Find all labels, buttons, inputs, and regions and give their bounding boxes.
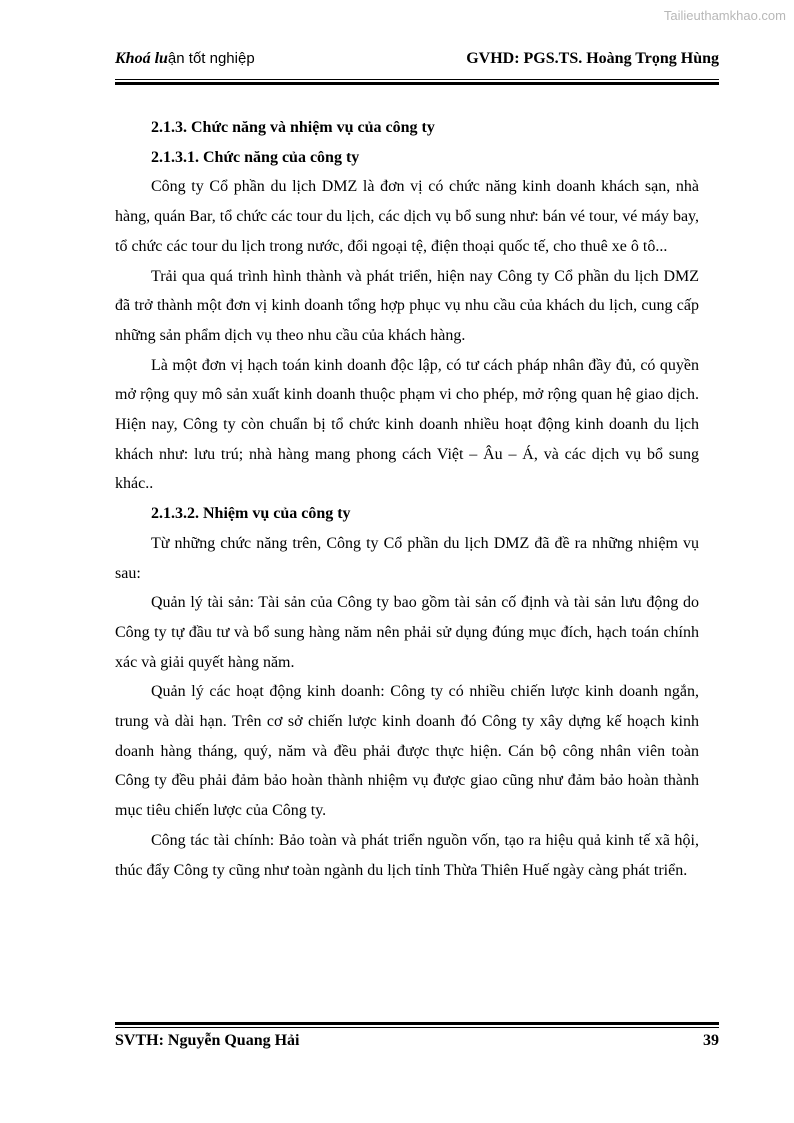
footer-rule-top — [115, 1022, 719, 1025]
header-thesis-label-rest: ận tốt nghiệp — [167, 50, 255, 67]
header-rule-top — [115, 79, 719, 80]
header-thesis-label-bold: Khoá lu — [115, 50, 168, 67]
subsection-heading-functions: 2.1.3.1. Chức năng của công ty — [151, 148, 360, 166]
page-number: 39 — [703, 1032, 719, 1049]
page-content — [115, 113, 699, 885]
paragraph: Trải qua quá trình hình thành và phát triển, hiện nay Công ty Cổ phần du lịch DMZ đã trở thành một đơn vị kinh doanh tổng hợp phục vụ nhu cầu của khách du lịch, cung cấp những sản phẩm dịch vụ theo nhu cầu của khách hàng. — [115, 267, 699, 344]
paragraph: Quản lý các hoạt động kinh doanh: Công ty có nhiều chiến lược kinh doanh ngắn, trung và dài hạn. Trên cơ sở chiến lược kinh doanh đó Công ty xây dựng kế hoạch kinh doanh hàng tháng, quý, năm và đều phải được thực hiện. Cán bộ công nhân viên toàn Công ty đều phải đảm bảo hoàn thành nhiệm vụ được giao cũng như đảm bảo hoàn thành mục tiêu chiến lược của Công ty. — [115, 683, 699, 820]
header-thesis-label — [115, 50, 255, 68]
footer-rule-bottom — [115, 1027, 719, 1028]
page-footer — [115, 1032, 719, 1054]
page-header — [115, 50, 719, 72]
paragraph: Là một đơn vị hạch toán kinh doanh độc lập, có tư cách pháp nhân đầy đủ, có quyền mở rộng quy mô sản xuất kinh doanh thuộc phạm vi cho phép, mở rộng quan hệ giao dịch. Hiện nay, Công ty còn chuẩn bị tổ chức kinh doanh nhiều hoạt động kinh doanh du lịch khách như: lưu trú; nhà hàng mang phong cách Việt – Âu – Á, và các dịch vụ bổ sung khác.. — [115, 356, 699, 493]
header-advisor: GVHD: PGS.TS. Hoàng Trọng Hùng — [466, 50, 719, 67]
subsection-heading-duties: 2.1.3.2. Nhiệm vụ của công ty — [151, 505, 351, 523]
watermark-text: Tailieuthamkhao.com — [663, 8, 786, 23]
paragraph: Quản lý tài sản: Tài sản của Công ty bao gồm tài sản cố định và tài sản lưu động do Công ty tự đầu tư và bổ sung hàng năm nên phải sử dụng đúng mục đích, hạch toán chính xác và giải quyết hàng năm. — [115, 594, 699, 671]
paragraph: Từ những chức năng trên, Công ty Cổ phần du lịch DMZ đã đề ra những nhiệm vụ sau: — [115, 534, 699, 582]
footer-student-name: SVTH: Nguyễn Quang Hải — [115, 1032, 300, 1049]
paragraph: Công tác tài chính: Bảo toàn và phát triển nguồn vốn, tạo ra hiệu quả kinh tế xã hội, thúc đẩy Công ty cũng như toàn ngành du lịch tỉnh Thừa Thiên Huế ngày càng phát triển. — [115, 831, 699, 879]
section-heading: 2.1.3. Chức năng và nhiệm vụ của công ty — [151, 119, 435, 136]
header-rule-bottom — [115, 82, 719, 85]
paragraph: Công ty Cổ phần du lịch DMZ là đơn vị có chức năng kinh doanh khách sạn, nhà hàng, quán Bar, tổ chức các tour du lịch, các dịch vụ bổ sung như: bán vé tour, vé máy bay, tổ chức các tour du lịch trong nước, đổi ngoại tệ, điện thoại quốc tế, cho thuê xe ô tô... — [115, 178, 699, 255]
